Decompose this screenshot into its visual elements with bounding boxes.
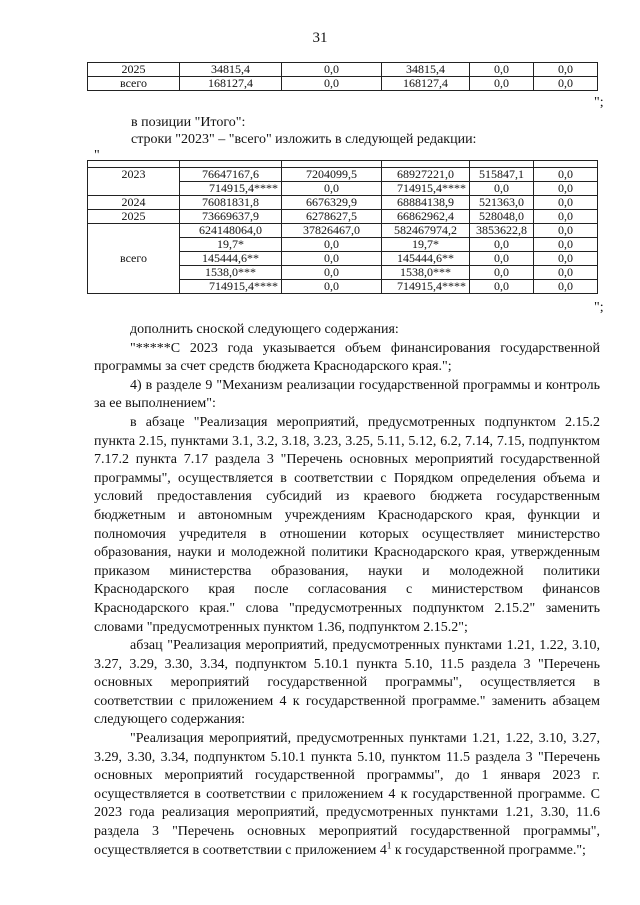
value-cell: 145444,6** [382, 252, 470, 266]
paragraph-text: к государственной программе."; [391, 842, 586, 858]
value-cell: 1538,0*** [180, 266, 282, 280]
value-cell: 0,0 [534, 266, 598, 280]
value-cell: 0,0 [282, 238, 382, 252]
value-cell: 0,0 [282, 182, 382, 196]
value-cell: 0,0 [282, 77, 382, 91]
year-cell: 2025 [88, 63, 180, 77]
value-cell: 0,0 [470, 182, 534, 196]
value-cell: 0,0 [470, 266, 534, 280]
value-cell: 714915,4**** [382, 182, 470, 196]
value-cell: 145444,6** [180, 252, 282, 266]
value-cell: 0,0 [470, 77, 534, 91]
table-row [88, 161, 598, 168]
value-cell: 0,0 [282, 266, 382, 280]
value-cell: 0,0 [282, 280, 382, 294]
superscript: 1 [386, 839, 392, 850]
value-cell: 515847,1 [470, 168, 534, 182]
value-cell: 624148064,0 [180, 224, 282, 238]
value-cell: 19,7* [180, 238, 282, 252]
table-row [88, 63, 598, 77]
value-cell: 6278627,5 [282, 210, 382, 224]
paragraph: абзац "Реализация мероприятий, предусмотренных пунктами 1.21, 1.22, 3.10, 3.27, 3.29, 3.30, 3.34, подпунктом 5.10.1 пункта 5.10, 11.5 раздела 3 "Перечень основных мероприятий государственной программы", осуществляется в соответствии с приложением 4 к государственной программе." заменить абзацем следующего содержания: [94, 638, 600, 728]
paragraph-text: "Реализация мероприятий, предусмотренных пунктами 1.21, 1.22, 3.10, 3.27, 3.29, 3.30, 3.34, подпунктом 5.10.1 пункта 5.10, пунктом 11.5 раздела 3 "Перечень основных мероприятий государственной программы", до 1 января 2023 г. осуществляется в соответствии с приложением 4 к государственной программе. С 2023 года реализация мероприятий, предусмотренных пунктами 1.21, 3.30, 11.6 раздела 3 "Перечень основных мероприятий государственной программы", осуществляется в соответствии с приложением 4 [94, 731, 600, 858]
value-cell: 0,0 [470, 252, 534, 266]
value-cell: 0,0 [534, 77, 598, 91]
table-lower [87, 160, 598, 294]
value-cell: 3853622,8 [470, 224, 534, 238]
value-cell: 68927221,0 [382, 168, 470, 182]
value-cell: 6676329,9 [282, 196, 382, 210]
value-cell: 0,0 [534, 182, 598, 196]
table-upper [87, 62, 598, 91]
value-cell: 0,0 [282, 252, 382, 266]
value-cell: 66862962,4 [382, 210, 470, 224]
paragraph: дополнить сноской следующего содержания: [130, 322, 399, 337]
value-cell: 0,0 [470, 280, 534, 294]
value-cell: 0,0 [534, 252, 598, 266]
page-number: 31 [312, 30, 328, 46]
paragraph: в абзаце "Реализация мероприятий, предусмотренных подпунктом 2.15.2 пункта 2.15, пунктами 3.1, 3.2, 3.18, 3.23, 3.25, 5.11, 5.12, 6.2, 7.14, 7.15, подпунктом 7.17.2 пункта 7.17 раздела 3 "Перечень основных мероприятий государственной программы", осуществляется в соответствии с Порядком определения объема и условий предоставления субсидий из краевого бюджета государственным бюджетным и автономным учреждениям Краснодарского края, функции и полномочия учредителя в отношении которых осуществляет министерство образования, науки и молодежной политики Краснодарского края, утвержденным приказом министерства образования, науки и молодежной политики Краснодарского края после согласования с министерством финансов Краснодарского края." слова "предусмотренных подпунктом 2.15.2" заменить словами "предусмотренных пунктом 1.36, подпунктом 2.15.2"; [94, 414, 600, 635]
year-cell: всего [88, 77, 180, 91]
value-cell: 521363,0 [470, 196, 534, 210]
closing-quote: "; [594, 300, 604, 315]
table-row [88, 196, 598, 210]
value-cell: 168127,4 [180, 77, 282, 91]
value-cell: 0,0 [534, 224, 598, 238]
value-cell: 168127,4 [382, 77, 470, 91]
value-cell: 19,7* [382, 238, 470, 252]
closing-quote: "; [594, 95, 604, 110]
value-cell: 37826467,0 [282, 224, 382, 238]
value-cell: 714915,4**** [180, 182, 282, 196]
paragraph [94, 730, 600, 860]
table-row [88, 224, 598, 238]
year-cell: 2024 [88, 196, 180, 210]
table-row [88, 210, 598, 224]
value-cell: 34815,4 [180, 63, 282, 77]
year-cell: 2025 [88, 210, 180, 224]
value-cell: 0,0 [470, 238, 534, 252]
value-cell: 0,0 [534, 63, 598, 77]
total-label-cell: всего [88, 224, 180, 294]
value-cell: 7204099,5 [282, 168, 382, 182]
value-cell: 0,0 [534, 238, 598, 252]
value-cell: 582467974,2 [382, 224, 470, 238]
value-cell: 714915,4**** [382, 280, 470, 294]
table-row [88, 77, 598, 91]
table-row [88, 168, 598, 182]
paragraph: 4) в разделе 9 "Механизм реализации государственной программы и контроль за ее выполнением": [94, 377, 600, 412]
body-text [94, 321, 600, 860]
value-cell: 0,0 [282, 63, 382, 77]
intro-line-1: в позиции "Итого": [131, 115, 246, 130]
value-cell: 0,0 [534, 168, 598, 182]
value-cell: 0,0 [534, 210, 598, 224]
value-cell: 0,0 [470, 63, 534, 77]
value-cell: 68884138,9 [382, 196, 470, 210]
value-cell: 714915,4**** [180, 280, 282, 294]
value-cell: 0,0 [534, 280, 598, 294]
value-cell: 76081831,8 [180, 196, 282, 210]
value-cell: 528048,0 [470, 210, 534, 224]
value-cell: 76647167,6 [180, 168, 282, 182]
value-cell: 73669637,9 [180, 210, 282, 224]
value-cell: 1538,0*** [382, 266, 470, 280]
intro-line-2: строки "2023" – "всего" изложить в следующей редакции: [131, 132, 477, 147]
open-quote: " [94, 148, 100, 163]
paragraph: "*****С 2023 года указывается объем финансирования государственной программы за счет средств бюджета Краснодарского края."; [94, 340, 600, 375]
value-cell: 0,0 [534, 196, 598, 210]
value-cell: 34815,4 [382, 63, 470, 77]
year-cell: 2023 [88, 168, 180, 196]
